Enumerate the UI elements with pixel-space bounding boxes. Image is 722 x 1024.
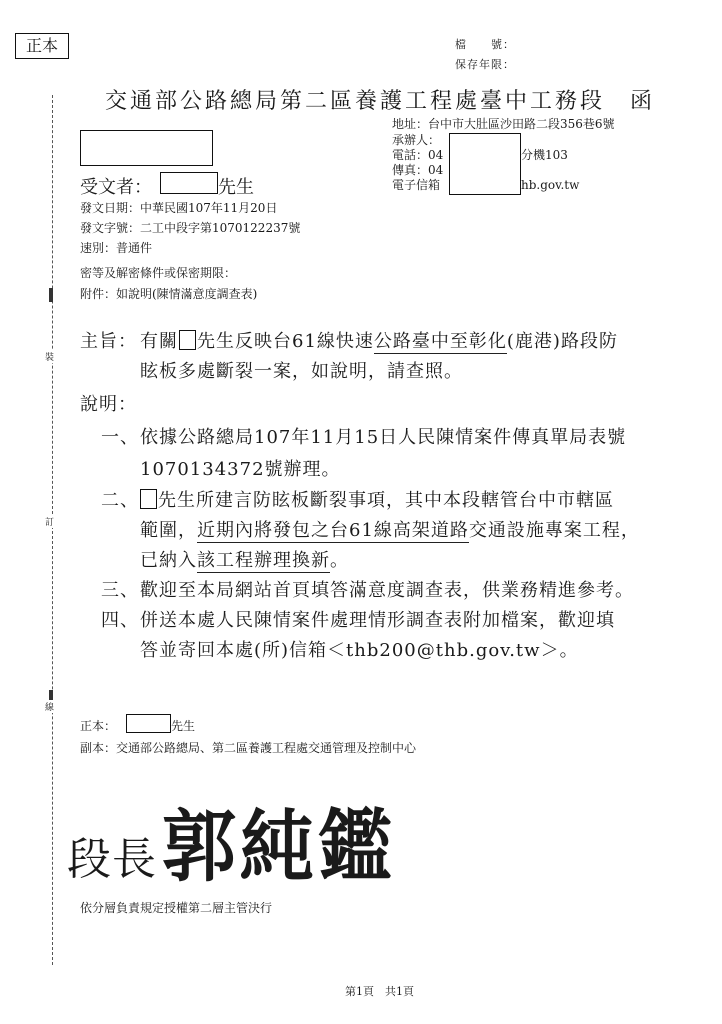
contact-phone-ext: 分機103	[521, 148, 568, 162]
binding-tick	[49, 288, 53, 302]
redacted-name	[179, 330, 196, 350]
subject-text-b: 先生反映台61線快速	[197, 331, 374, 352]
contact-handler: 承辦人：	[392, 133, 441, 147]
contact-phone: 電話：04	[392, 148, 444, 162]
item-2-line-2	[140, 516, 640, 542]
item-4-line-2: 答並寄回本處(所)信箱＜thb200@thb.gov.tw＞。	[140, 640, 579, 661]
binding-char-xian: 線	[45, 700, 54, 713]
contact-fax: 傳真：04	[392, 163, 444, 177]
subject-line-2: 眩板多處斷裂一案，如說明，請查照。	[140, 361, 463, 382]
item-4-number: 四、	[101, 610, 139, 631]
subject-label: 主旨：	[80, 331, 137, 352]
copy-recipients: 副本：交通部公路總局、第二區養護工程處交通管理及控制中心	[80, 741, 417, 755]
subject-text-d: (鹿港)路段防	[506, 331, 618, 352]
item-2-text-c: 交通設施專案工程，	[468, 520, 640, 541]
binding-line	[52, 95, 53, 965]
authorization-note: 依分層負責規定授權第二層主管決行	[80, 901, 273, 915]
copy-type-label: 正本	[15, 33, 69, 59]
attachment: 附件：如說明(陳情滿意度調查表)	[80, 287, 258, 301]
binding-char-ding: 訂	[45, 515, 54, 528]
recipient-suffix: 先生	[218, 177, 254, 198]
item-1-line-2: 1070134372號辦理。	[140, 459, 341, 480]
redacted-name	[140, 489, 157, 509]
original-recipient-label: 正本：	[80, 719, 117, 733]
subject-text-a: 有關	[140, 331, 178, 352]
item-2-number: 二、	[101, 490, 139, 511]
item-2-line-1	[140, 486, 614, 512]
signature-name: 郭純鑑	[162, 802, 396, 893]
item-2-text-d: 已納入	[140, 550, 197, 571]
secrecy-level: 密等及解密條件或保密期限：	[80, 266, 237, 280]
original-recipient-suffix: 先生	[171, 719, 196, 733]
redacted-recipient	[160, 172, 218, 194]
issue-date: 發文日期：中華民國107年11月20日	[80, 201, 278, 215]
recipient-label: 受文者：	[80, 177, 152, 198]
subject-line-1	[140, 327, 618, 353]
subject-text-c: 公路臺中至彰化	[373, 331, 507, 352]
contact-email-domain: hb.gov.tw	[521, 178, 580, 192]
binding-char-zhuang: 裝	[45, 350, 54, 363]
redacted-contact	[449, 133, 521, 195]
item-1-number: 一、	[101, 427, 139, 448]
item-3-number: 三、	[101, 580, 139, 601]
item-3-line-1: 歡迎至本局網站首頁填答滿意度調查表，供業務精進參考。	[140, 580, 634, 601]
signature-title: 段長	[67, 834, 157, 885]
item-1-line-1: 依據公路總局107年11月15日人民陳情案件傳真單局表號	[140, 427, 627, 448]
item-2-text-e: 。	[330, 550, 349, 571]
file-number-label: 檔 號：	[455, 38, 515, 51]
page-number: 第1頁 共1頁	[345, 985, 414, 998]
delivery-speed: 速別：普通件	[80, 241, 153, 255]
contact-address: 地址：台中市大肚區沙田路二段356巷6號	[392, 117, 615, 131]
redacted-original-recipient	[126, 714, 171, 733]
item-2-text-b: 範圍，	[140, 520, 197, 541]
item-4-line-1: 併送本處人民陳情案件處理情形調查表附加檔案，歡迎填	[140, 610, 615, 631]
item-2-underlined-b: 該工程辦理換新	[197, 550, 330, 571]
retention-label: 保存年限：	[455, 58, 515, 71]
item-2-text-a: 先生所建言防眩板斷裂事項，其中本段轄管台中市轄區	[158, 490, 614, 511]
item-2-underlined-a: 近期內將發包之台61線高架道路	[197, 520, 469, 541]
document-title: 交通部公路總局第二區養護工程處臺中工務段 函	[105, 89, 656, 114]
contact-email-label: 電子信箱	[392, 178, 441, 192]
explanation-label: 說明：	[80, 394, 137, 415]
issue-number: 發文字號：二工中段字第1070122237號	[80, 221, 301, 235]
item-2-line-3	[140, 546, 349, 572]
redacted-block	[80, 130, 213, 166]
